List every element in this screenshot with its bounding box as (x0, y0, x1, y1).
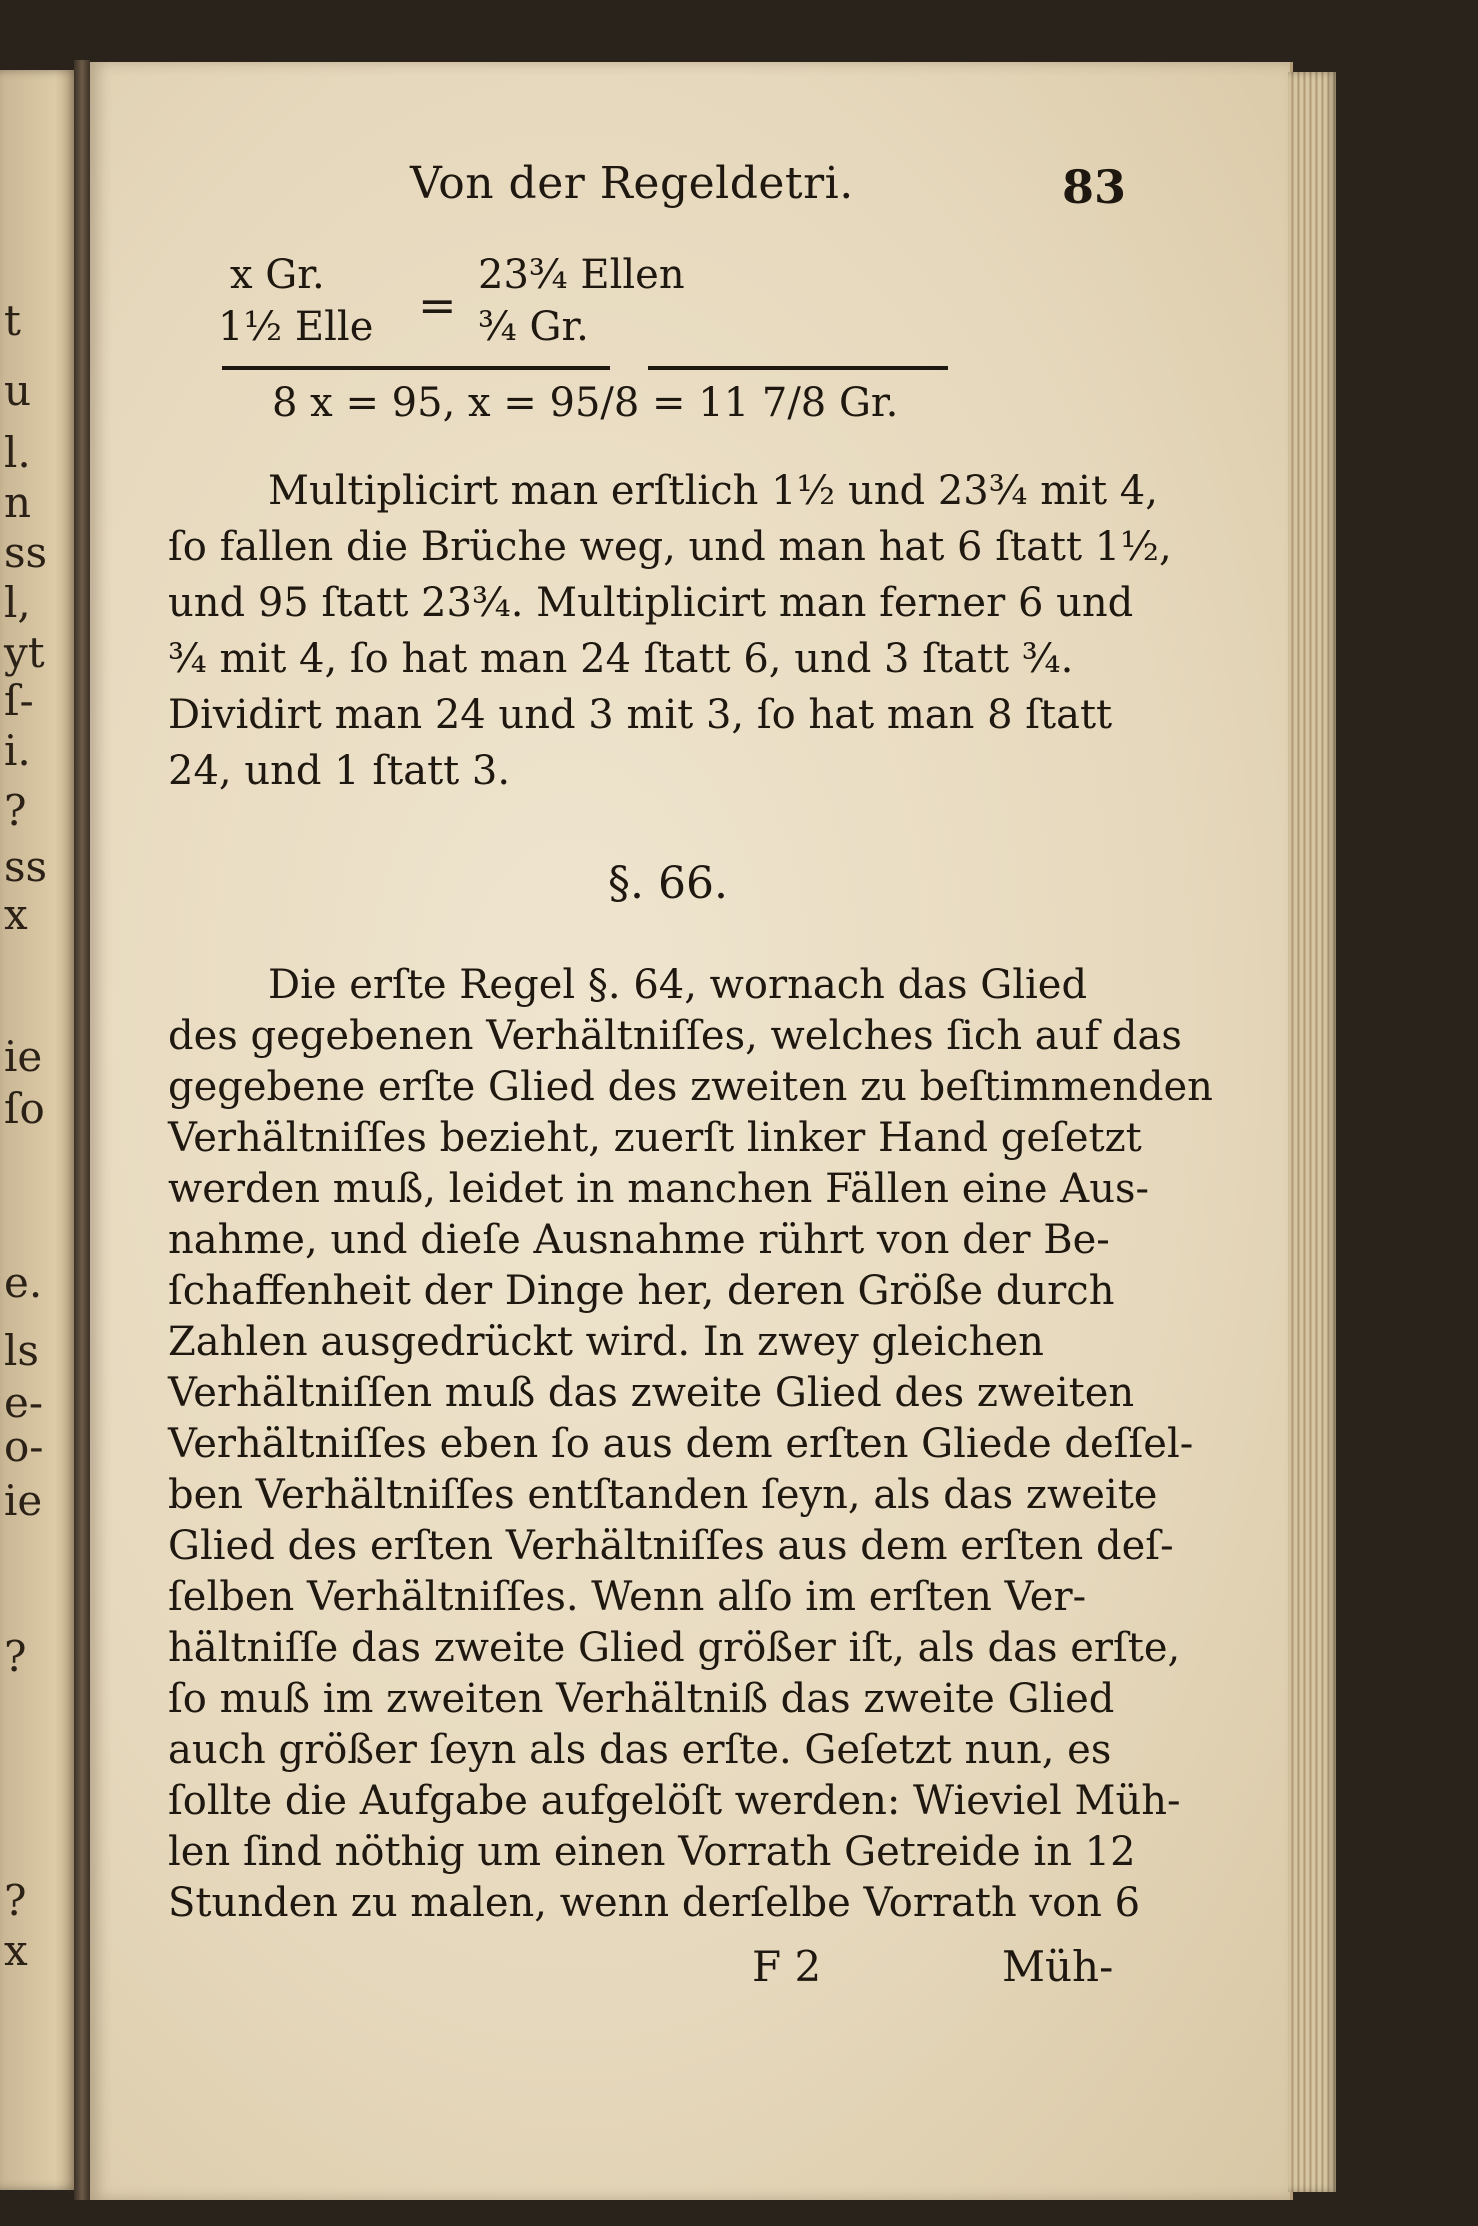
left-page-fragment: ſo (4, 1084, 45, 1133)
left-page-fragment: ie (4, 1476, 43, 1525)
paragraph-line: gegebene erſte Glied des zweiten zu beſtimmenden (168, 1064, 1213, 1110)
left-page-fragment: ls (4, 1326, 39, 1375)
left-page-fragment: ss (4, 528, 48, 577)
paragraph-line: Verhältniſſen muß das zweite Glied des zweiten (168, 1370, 1135, 1416)
running-header-title: Von der Regeldetri. (410, 158, 854, 209)
left-page-fragment: yt (4, 628, 45, 677)
paragraph-line: ſollte die Aufgabe aufgelöſt werden: Wieviel Müh- (168, 1778, 1181, 1824)
paragraph-line: des gegebenen Verhältniſſes, welches ſich auf das (168, 1013, 1182, 1059)
left-page-fragment: ? (4, 1876, 27, 1925)
left-page-fragment: o- (4, 1422, 44, 1471)
paragraph-line: Glied des erſten Verhältniſſes aus dem erſten deſ- (168, 1523, 1174, 1569)
left-page-fragment: ſ- (4, 676, 34, 725)
paragraph-line: und 95 ſtatt 23¾. Multiplicirt man ferner 6 und (168, 580, 1134, 626)
left-page-fragment: ie (4, 1032, 43, 1081)
paragraph-line: ſchaffenheit der Dinge her, deren Größe durch (168, 1268, 1115, 1314)
paragraph-line: hältniſſe das zweite Glied größer iſt, als das erſte, (168, 1625, 1181, 1671)
left-page-fragment: e. (4, 1258, 43, 1307)
book-gutter (74, 60, 90, 2200)
left-page-fragment: x (4, 1926, 28, 1975)
catchword: Müh- (1002, 1942, 1114, 1991)
formula-equals: = (418, 278, 457, 332)
left-page-fragment: e- (4, 1378, 44, 1427)
page-number: 83 (1062, 160, 1127, 214)
paragraph-line: ſelben Verhältniſſes. Wenn alſo im erſten Ver- (168, 1574, 1087, 1620)
formula-rule-left (222, 366, 610, 370)
paragraph-line: Zahlen ausgedrückt wird. In zwey gleichen (168, 1319, 1044, 1365)
paragraph-line: werden muß, leidet in manchen Fällen eine Aus- (168, 1166, 1149, 1212)
formula-row1-left: x Gr. (230, 252, 325, 298)
left-page-fragment: ss (4, 842, 48, 891)
page-stack-edges (1288, 72, 1336, 2192)
formula-result: 8 x = 95, x = 95/8 = 11 7/8 Gr. (272, 380, 899, 426)
paragraph-line: Multiplicirt man erſtlich 1½ und 23¾ mit 4, (268, 468, 1158, 514)
formula-row2-right: ¾ Gr. (478, 304, 589, 350)
paragraph-line: Stunden zu malen, wenn derſelbe Vorrath von 6 (168, 1880, 1141, 1926)
formula-row2-left: 1½ Elle (218, 304, 374, 350)
left-page-fragment: t (4, 296, 21, 345)
paragraph-line: 24, und 1 ſtatt 3. (168, 748, 511, 794)
paragraph-line: nahme, und dieſe Ausnahme rührt von der Be- (168, 1217, 1110, 1263)
signature-mark: F 2 (752, 1942, 822, 1991)
paragraph-line: Verhältniſſes bezieht, zuerſt linker Hand geſetzt (168, 1115, 1142, 1161)
formula-rule-right (648, 366, 948, 370)
formula-row1-right: 23¾ Ellen (478, 252, 685, 298)
paragraph-line: ſo fallen die Brüche weg, und man hat 6 ſtatt 1½, (168, 524, 1172, 570)
left-page-fragment: u (4, 366, 32, 415)
paragraph-line: ¾ mit 4, ſo hat man 24 ſtatt 6, und 3 ſtatt ¾. (168, 636, 1074, 682)
left-page-fragment: i. (4, 726, 31, 775)
left-page-fragment: x (4, 890, 28, 939)
left-page-fragment: l, (4, 578, 31, 627)
paragraph-line: Die erſte Regel §. 64, wornach das Glied (268, 962, 1088, 1008)
paragraph-line: ſo muß im zweiten Verhältniß das zweite Glied (168, 1676, 1115, 1722)
left-page-fragment: n (4, 478, 32, 527)
section-heading: §. 66. (608, 858, 728, 909)
paragraph-line: len ſind nöthig um einen Vorrath Getreide in 12 (168, 1829, 1136, 1875)
paragraph-line: auch größer ſeyn als das erſte. Geſetzt nun, es (168, 1727, 1112, 1773)
left-page-fragment: ? (4, 786, 27, 835)
paragraph-line: ben Verhältniſſes entſtanden ſeyn, als das zweite (168, 1472, 1158, 1518)
left-page-fragment: ? (4, 1632, 27, 1681)
paragraph-line: Dividirt man 24 und 3 mit 3, ſo hat man 8 ſtatt (168, 692, 1113, 738)
left-page-fragment: l. (4, 428, 31, 477)
paragraph-line: Verhältniſſes eben ſo aus dem erſten Gliede deſſel- (168, 1421, 1194, 1467)
